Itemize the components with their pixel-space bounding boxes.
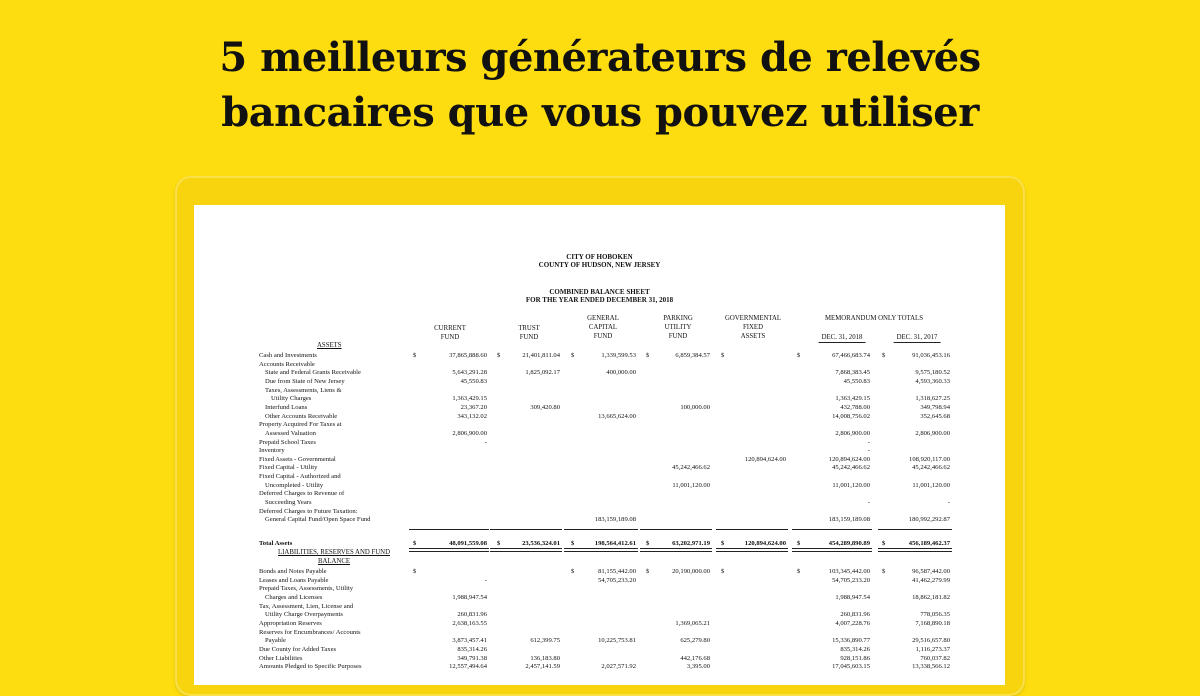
- dollar-sign: $: [797, 352, 801, 359]
- dollar-sign: $: [721, 568, 725, 575]
- row-label: Taxes, Assessments, Liens &: [265, 386, 342, 394]
- cell-value: 96,587,442.00: [912, 568, 950, 575]
- county-name: COUNTY OF HUDSON, NEW JERSEY: [538, 261, 661, 269]
- cell-value: 180,992,292.87: [908, 516, 950, 524]
- column-header-current: [434, 324, 466, 342]
- cell-value: 4,593,360.33: [915, 377, 950, 385]
- dollar-sign: $: [413, 568, 417, 575]
- table-row: [194, 368, 1005, 377]
- cell-value: 2,638,163.55: [452, 619, 487, 627]
- row-label: Accounts Receivable: [259, 360, 315, 368]
- cell-value: 12,557,494.64: [449, 663, 487, 671]
- cell-value: 260,831.96: [457, 611, 487, 619]
- cell-value: 3,395.00: [686, 663, 710, 671]
- subtotal-rule: [564, 529, 638, 530]
- column-header-memorandum: MEMORANDUM ONLY TOTALS: [825, 315, 923, 322]
- cell-value: 103,345,442.00: [828, 568, 870, 575]
- cell-value: 23,536,324.01: [522, 540, 560, 547]
- total-double-rule: [716, 548, 788, 552]
- dollar-sign: $: [497, 352, 501, 359]
- cell-value: 2,027,571.92: [601, 663, 636, 671]
- table-row: [194, 472, 1005, 481]
- cell-value: 7,868,383.45: [835, 369, 870, 377]
- cell-value: 81,155,442.00: [598, 568, 636, 575]
- cell-value: 625,279.80: [680, 637, 710, 645]
- table-row: [194, 610, 1005, 619]
- cell-value: 442,176.68: [680, 654, 710, 662]
- cell-value: 835,314.26: [840, 645, 870, 653]
- cell-value: 1,363,429.15: [835, 395, 870, 403]
- entity-name: CITY OF HOBOKEN: [566, 253, 633, 261]
- table-row: [194, 515, 1005, 524]
- page-headline: [0, 30, 1200, 140]
- cell-value: 928,151.86: [840, 654, 870, 662]
- dollar-sign: $: [571, 352, 575, 359]
- row-label: Cash and Investments: [259, 352, 317, 359]
- total-double-rule: [564, 548, 638, 552]
- header-line: FUND: [593, 333, 613, 340]
- dollar-sign: $: [797, 568, 801, 575]
- total-row: [194, 539, 1005, 548]
- cell-value: 183,159,189.08: [594, 516, 636, 524]
- table-row: [194, 584, 1005, 593]
- row-label: Property Acquired For Taxes at: [259, 421, 342, 429]
- header-line: ASSETS: [740, 333, 766, 340]
- liabilities-heading-line: BALANCE: [317, 558, 351, 565]
- cell-value: -: [947, 499, 950, 507]
- cell-value: 454,289,890.89: [828, 540, 870, 547]
- table-row: [194, 438, 1005, 447]
- cell-value: -: [867, 447, 870, 455]
- cell-value: 29,516,657.80: [912, 637, 950, 645]
- row-label: Fixed Assets - Governmental: [259, 455, 336, 463]
- column-header-general-capital: [587, 314, 619, 341]
- cell-value: 432,788.00: [840, 403, 870, 411]
- row-label: Utility Charge Overpayments: [265, 611, 343, 619]
- cell-value: 9,575,180.52: [915, 369, 950, 377]
- cell-value: -: [867, 438, 870, 446]
- row-label: Utility Charges: [271, 395, 312, 403]
- row-label: Amounts Pledged to Specific Purposes: [259, 663, 362, 671]
- header-line: PARKING: [663, 315, 693, 322]
- cell-value: 54,705,233.20: [832, 576, 870, 584]
- column-header-dec-2018: DEC. 31, 2018: [819, 333, 866, 343]
- dollar-sign: $: [571, 568, 575, 575]
- column-header-dec-2017: DEC. 31, 2017: [894, 333, 941, 343]
- table-row: [194, 654, 1005, 663]
- subtotal-rule: [716, 529, 788, 530]
- row-label: Tax, Assessment, Lien, License and: [259, 602, 354, 610]
- cell-value: 63,202,971.19: [672, 540, 710, 547]
- row-label: Leases and Loans Payable: [259, 576, 329, 584]
- assets-heading: ASSETS: [317, 342, 342, 349]
- cell-value: 41,462,279.99: [912, 576, 950, 584]
- cell-value: 37,865,888.60: [449, 352, 487, 359]
- table-row: [194, 636, 1005, 645]
- row-label: Reserves for Encumbrances/ Accounts: [259, 628, 361, 636]
- table-row: [194, 481, 1005, 490]
- cell-value: 120,894,624.00: [744, 455, 786, 463]
- dollar-sign: $: [646, 352, 650, 359]
- cell-value: 20,190,000.00: [672, 568, 710, 575]
- table-row: [194, 420, 1005, 429]
- dollar-sign: $: [797, 540, 801, 547]
- row-label: Fixed Capital - Authorized and: [259, 473, 341, 481]
- header-line: GENERAL: [587, 315, 619, 322]
- cell-value: 15,336,890.77: [832, 637, 870, 645]
- cell-value: 54,705,233.20: [598, 576, 636, 584]
- table-row: [194, 628, 1005, 637]
- row-label: Assessed Valuation: [265, 429, 316, 437]
- table-row: [194, 662, 1005, 671]
- row-label: Deferred Charges to Revenue of: [259, 490, 345, 498]
- cell-value: 45,550.83: [460, 377, 487, 385]
- row-label: Prepaid Taxes, Assessments, Utility: [259, 585, 354, 593]
- row-label: Fixed Capital - Utility: [259, 464, 318, 472]
- column-header-governmental: [725, 314, 781, 341]
- cell-value: 1,988,947.54: [835, 593, 870, 601]
- header-line: FUND: [668, 333, 688, 340]
- liabilities-heading: [254, 548, 414, 566]
- table-row: [194, 463, 1005, 472]
- liabilities-heading-line: LIABILITIES, RESERVES AND FUND: [278, 549, 390, 556]
- table-row: [194, 507, 1005, 516]
- row-label: Other Accounts Receivable: [265, 412, 338, 420]
- dollar-sign: $: [413, 540, 417, 547]
- table-row: [194, 377, 1005, 386]
- table-row: [194, 567, 1005, 576]
- table-row: [194, 619, 1005, 628]
- cell-value: 198,564,412.61: [594, 540, 636, 547]
- cell-value: 183,159,189.08: [828, 516, 870, 524]
- cell-value: 400,000.00: [606, 369, 636, 377]
- column-header-parking: [663, 314, 693, 341]
- row-label: Total Assets: [259, 540, 293, 547]
- cell-value: 17,045,603.15: [832, 663, 870, 671]
- table-row: [194, 455, 1005, 464]
- dollar-sign: $: [721, 540, 725, 547]
- headline-line-1: 5 meilleurs générateurs de relevés: [219, 34, 981, 81]
- cell-value: 45,242,466.62: [832, 464, 870, 472]
- cell-value: 5,643,291.28: [452, 369, 487, 377]
- cell-value: 1,339,599.53: [601, 352, 636, 359]
- statement-title: COMBINED BALANCE SHEET: [549, 288, 650, 296]
- row-label: Appropriation Reserves: [259, 619, 322, 627]
- cell-value: 13,338,566.12: [912, 663, 950, 671]
- cell-value: 4,007,228.76: [835, 619, 870, 627]
- statement-period: FOR THE YEAR ENDED DECEMBER 31, 2018: [525, 296, 674, 304]
- dollar-sign: $: [721, 352, 725, 359]
- cell-value: 1,369,065.21: [675, 619, 710, 627]
- row-label: Due from State of New Jersey: [265, 377, 345, 385]
- row-label: General Capital Fund/Open Space Fund: [265, 516, 371, 524]
- header-line: FUND: [519, 334, 539, 341]
- cell-value: 778,056.35: [920, 611, 950, 619]
- table-row: [194, 498, 1005, 507]
- table-row: [194, 351, 1005, 360]
- balance-sheet-document: [194, 205, 1005, 685]
- row-label: Bonds and Notes Payable: [259, 568, 327, 575]
- table-row: [194, 429, 1005, 438]
- cell-value: 6,859,384.57: [675, 352, 710, 359]
- cell-value: 120,894,624.00: [828, 455, 870, 463]
- header-line: TRUST: [518, 325, 540, 332]
- table-row: [194, 645, 1005, 654]
- row-label: Due County for Added Taxes: [259, 645, 337, 653]
- cell-value: 2,806,900.00: [835, 429, 870, 437]
- cell-value: 11,001,120.00: [672, 481, 710, 489]
- cell-value: 2,806,900.00: [915, 429, 950, 437]
- dollar-sign: $: [497, 540, 501, 547]
- column-header-trust: [518, 324, 540, 342]
- header-line: CAPITAL: [588, 324, 618, 331]
- cell-value: 45,242,466.62: [672, 464, 710, 472]
- row-label: Uncompleted - Utility: [265, 481, 324, 489]
- cell-value: 136,183.80: [530, 654, 560, 662]
- table-row: [194, 386, 1005, 395]
- cell-value: 612,399.75: [530, 637, 560, 645]
- subtotal-rule: [409, 529, 489, 530]
- cell-value: 21,401,811.04: [522, 352, 560, 359]
- cell-value: 1,116,273.37: [915, 645, 950, 653]
- cell-value: 343,132.02: [457, 412, 487, 420]
- subtotal-rule: [490, 529, 562, 530]
- cell-value: 13,665,624.00: [598, 412, 636, 420]
- row-label: Succeeding Years: [265, 499, 312, 507]
- cell-value: 1,825,092.17: [525, 369, 560, 377]
- table-row: [194, 360, 1005, 369]
- row-label: Inventory: [259, 447, 285, 455]
- cell-value: 7,168,890.18: [915, 619, 950, 627]
- row-label: State and Federal Grants Receivable: [265, 369, 361, 377]
- subtotal-rule: [640, 529, 712, 530]
- cell-value: 18,862,181.82: [912, 593, 950, 601]
- cell-value: 309,420.80: [530, 403, 560, 411]
- dollar-sign: $: [882, 568, 886, 575]
- dollar-sign: $: [646, 540, 650, 547]
- dollar-sign: $: [646, 568, 650, 575]
- subtotal-rule: [878, 529, 952, 530]
- cell-value: 456,189,462.37: [908, 540, 950, 547]
- table-row: [194, 602, 1005, 611]
- table-row: [194, 412, 1005, 421]
- row-label: Other Liabilities: [259, 654, 303, 662]
- table-row: [194, 446, 1005, 455]
- cell-value: 2,806,900.00: [452, 429, 487, 437]
- cell-value: 48,091,559.08: [449, 540, 487, 547]
- row-label: Interfund Loans: [265, 403, 308, 411]
- cell-value: 67,466,683.74: [832, 352, 870, 359]
- cell-value: 45,550.83: [843, 377, 870, 385]
- cell-value: 91,036,453.16: [912, 352, 950, 359]
- cell-value: 45,242,466.62: [912, 464, 950, 472]
- cell-value: -: [484, 438, 487, 446]
- cell-value: 108,920,117.00: [909, 455, 950, 463]
- cell-value: 120,894,624.00: [744, 540, 786, 547]
- table-row: [194, 489, 1005, 498]
- cell-value: 260,831.96: [840, 611, 870, 619]
- cell-value: 349,798.94: [920, 403, 950, 411]
- row-label: Payable: [265, 637, 286, 645]
- total-double-rule: [490, 548, 562, 552]
- cell-value: 1,363,429.15: [452, 395, 487, 403]
- header-line: CURRENT: [434, 325, 466, 332]
- cell-value: 1,988,947.54: [452, 593, 487, 601]
- cell-value: 835,314.26: [457, 645, 487, 653]
- dollar-sign: $: [413, 352, 417, 359]
- total-double-rule: [409, 548, 489, 552]
- table-row: [194, 593, 1005, 602]
- subtotal-rule: [792, 529, 872, 530]
- row-label: Charges and Licenses: [265, 593, 323, 601]
- cell-value: 14,008,756.02: [832, 412, 870, 420]
- dollar-sign: $: [571, 540, 575, 547]
- headline-line-2: bancaires que vous pouvez utiliser: [221, 89, 979, 136]
- cell-value: 23,367.20: [460, 403, 487, 411]
- cell-value: -: [484, 576, 487, 584]
- cell-value: 11,001,120.00: [832, 481, 870, 489]
- header-line: FIXED: [742, 324, 763, 331]
- cell-value: -: [867, 499, 870, 507]
- cell-value: 1,318,627.25: [915, 395, 950, 403]
- total-double-rule: [792, 548, 872, 552]
- cell-value: 760,037.82: [920, 654, 950, 662]
- dollar-sign: $: [882, 540, 886, 547]
- total-double-rule: [640, 548, 712, 552]
- dollar-sign: $: [882, 352, 886, 359]
- total-double-rule: [878, 548, 952, 552]
- row-label: Prepaid School Taxes: [259, 438, 316, 446]
- cell-value: 3,873,457.41: [452, 637, 487, 645]
- cell-value: 349,791.38: [457, 654, 487, 662]
- header-line: UTILITY: [664, 324, 692, 331]
- cell-value: 100,000.00: [680, 403, 710, 411]
- header-line: FUND: [440, 334, 460, 341]
- table-row: [194, 403, 1005, 412]
- row-label: Deferred Charges to Future Taxation:: [259, 507, 358, 515]
- table-row: [194, 576, 1005, 585]
- cell-value: 10,225,753.81: [598, 637, 636, 645]
- table-row: [194, 394, 1005, 403]
- header-line: GOVERNMENTAL: [724, 315, 782, 322]
- cell-value: 352,645.68: [920, 412, 950, 420]
- cell-value: 11,001,120.00: [912, 481, 950, 489]
- cell-value: 2,457,141.59: [525, 663, 560, 671]
